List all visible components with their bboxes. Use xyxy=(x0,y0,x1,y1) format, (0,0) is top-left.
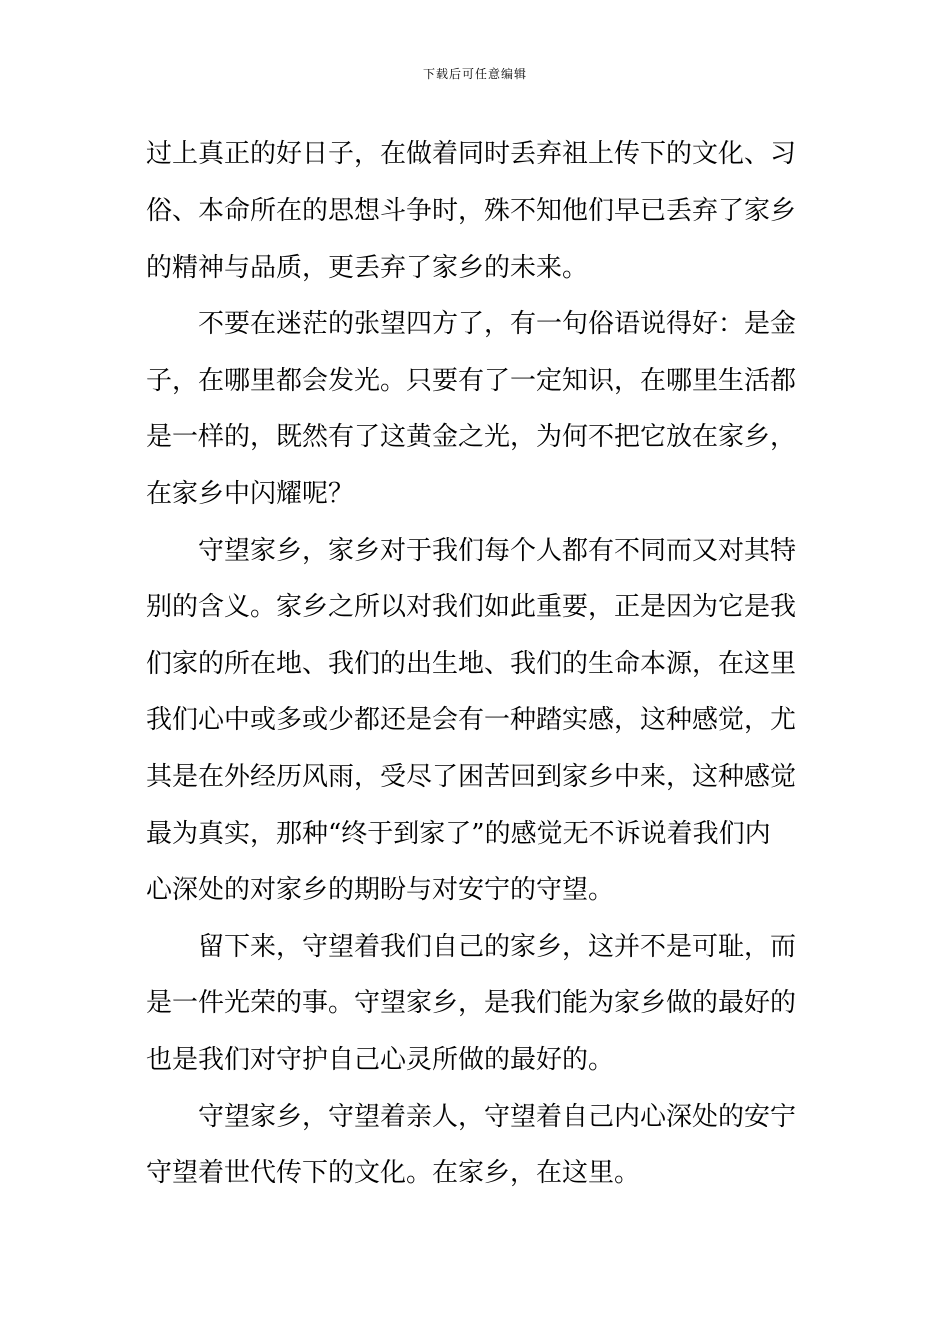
text-line: 留下来，守望着我们自己的家乡，这并不是可耻，而 xyxy=(146,932,797,962)
text-line: 守望家乡，家乡对于我们每个人都有不同而又对其特 xyxy=(146,536,797,566)
text-line: 其是在外经历风雨，受尽了困苦回到家乡中来，这种感觉 xyxy=(146,762,797,792)
text-line: 我们心中或多或少都还是会有一种踏实感，这种感觉，尤 xyxy=(146,705,797,735)
page-header: 下载后可任意编辑 xyxy=(422,67,527,81)
text-line: 也是我们对守护自己心灵所做的最好的。 xyxy=(146,1045,615,1075)
text-line: 守望着世代传下的文化。在家乡，在这里。 xyxy=(146,1158,641,1188)
text-line: 心深处的对家乡的期盼与对安宁的守望。 xyxy=(146,875,615,905)
text-line: 不要在迷茫的张望四方了，有一句俗语说得好：是金 xyxy=(146,309,797,339)
text-line: 过上真正的好日子，在做着同时丢弃祖上传下的文化、习 xyxy=(146,139,797,169)
text-line: 别的含义。家乡之所以对我们如此重要，正是因为它是我 xyxy=(146,592,797,622)
text-line: 的精神与品质，更丢弃了家乡的未来。 xyxy=(146,253,589,283)
text-line: 是一件光荣的事。守望家乡，是我们能为家乡做的最好的 xyxy=(146,988,797,1018)
text-line: 俗、本命所在的思想斗争时，殊不知他们早已丢弃了家乡 xyxy=(146,196,797,226)
text-line: 最为真实，那种“终于到家了”的感觉无不诉说着我们内 xyxy=(146,819,771,849)
text-line: 们家的所在地、我们的出生地、我们的生命本源，在这里 xyxy=(146,649,797,679)
text-line: 子，在哪里都会发光。只要有了一定知识，在哪里生活都 xyxy=(146,366,797,396)
text-line: 守望家乡，守望着亲人，守望着自己内心深处的安宁 xyxy=(146,1102,797,1132)
text-line: 是一样的，既然有了这黄金之光，为何不把它放在家乡， xyxy=(146,422,797,452)
text-line: 在家乡中闪耀呢？ xyxy=(146,479,355,509)
